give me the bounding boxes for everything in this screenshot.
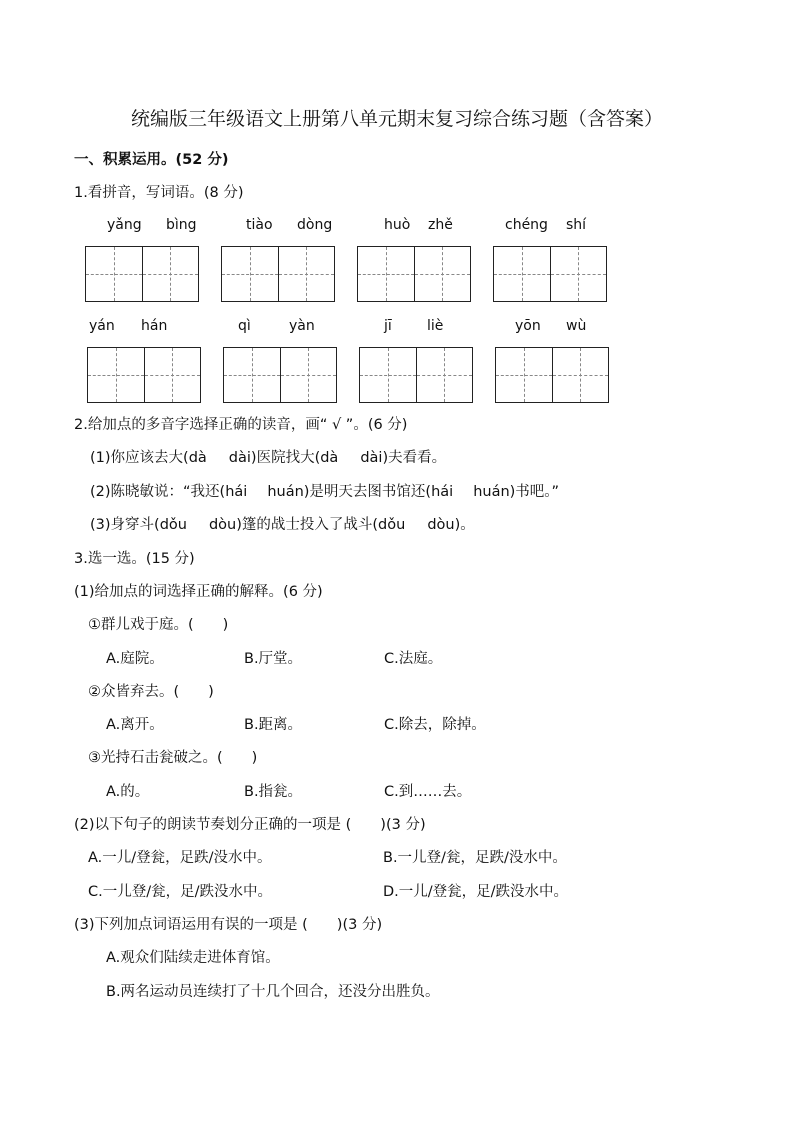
writing-grid[interactable]: [223, 347, 337, 403]
pinyin: bìng: [166, 217, 197, 233]
writing-grid[interactable]: [87, 347, 201, 403]
item-text: dòu)篷的战士投入了战斗(dǒu: [208, 517, 406, 533]
question-3-prompt: 3.选一选。(15 分): [74, 551, 195, 567]
pinyin: jī: [384, 318, 392, 334]
question-2-item: [90, 448, 446, 468]
option-c: C.法庭。: [384, 651, 443, 667]
writing-grid[interactable]: [359, 347, 473, 403]
item-text: dòu)。: [427, 517, 475, 533]
option-c: C.一儿登/瓮，足/跌没水中。: [88, 884, 273, 900]
pinyin: shí: [566, 217, 587, 233]
pinyin: dòng: [297, 217, 333, 233]
sub-question-prompt: (3)下列加点词语运用有误的一项是 ( )(3 分): [74, 917, 383, 933]
question-2-item: [90, 482, 559, 502]
pinyin: chéng: [505, 217, 548, 233]
pinyin: yǎng: [107, 217, 142, 233]
option-b: B.一儿登/瓮，足跌/没水中。: [383, 850, 567, 866]
option-a: A.庭院。: [106, 651, 164, 667]
option-d: D.一儿/登瓮，足/跌没水中。: [383, 884, 569, 900]
option-b: B.距离。: [244, 717, 303, 733]
item-text: (3)身穿斗(dǒu: [90, 517, 187, 533]
sub-question-prompt: (2)以下句子的朗读节奏划分正确的一项是 ( )(3 分): [74, 817, 426, 833]
pinyin: huò: [384, 217, 411, 233]
item-text: huán)书吧。”: [473, 484, 560, 500]
option-b: B.两名运动员连续打了十几个回合，还没分出胜负。: [106, 984, 440, 1000]
pinyin: liè: [427, 318, 444, 334]
sub-question-text: ③光持石击瓮破之。( ): [88, 750, 258, 766]
option-a: A.的。: [106, 784, 150, 800]
item-text: (1)你应该去大(dà: [90, 450, 207, 466]
sub-question-prompt: (1)给加点的词选择正确的解释。(6 分): [74, 584, 323, 600]
pinyin: yán: [89, 318, 115, 334]
pinyin: hán: [141, 318, 168, 334]
sub-question-text: ①群儿戏于庭。( ): [88, 617, 229, 633]
option-b: B.厅堂。: [244, 651, 303, 667]
option-a: A.观众们陆续走进体育馆。: [106, 950, 280, 966]
option-b: B.指瓮。: [244, 784, 303, 800]
pinyin: yàn: [289, 318, 315, 334]
item-text: dài)医院找大(dà: [228, 450, 339, 466]
option-a: A.一儿/登瓮，足跌/没水中。: [88, 850, 272, 866]
page-title: 统编版三年级语文上册第八单元期末复习综合练习题（含答案）: [130, 108, 663, 130]
pinyin: wù: [566, 318, 587, 334]
option-c: C.除去，除掉。: [384, 717, 486, 733]
option-c: C.到……去。: [384, 784, 472, 800]
writing-grid[interactable]: [85, 246, 199, 302]
question-2-item: [90, 515, 475, 535]
pinyin: yōn: [515, 318, 541, 334]
pinyin: qì: [238, 318, 251, 334]
question-1-prompt: 1.看拼音，写词语。(8 分): [74, 185, 244, 201]
question-2-prompt: 2.给加点的多音字选择正确的读音，画“ √ ”。(6 分): [74, 417, 408, 433]
item-text: (2)陈晓敏说：“我还(hái: [90, 484, 248, 500]
item-text: huán)是明天去图书馆还(hái: [267, 484, 454, 500]
writing-grid[interactable]: [357, 246, 471, 302]
writing-grid[interactable]: [221, 246, 335, 302]
section-heading: 一、积累运用。(52 分): [74, 152, 229, 168]
pinyin: tiào: [246, 217, 273, 233]
pinyin: zhě: [428, 217, 453, 233]
writing-grid[interactable]: [493, 246, 607, 302]
sub-question-text: ②众皆弃去。( ): [88, 684, 214, 700]
option-a: A.离开。: [106, 717, 164, 733]
writing-grid[interactable]: [495, 347, 609, 403]
item-text: dài)夫看看。: [360, 450, 447, 466]
